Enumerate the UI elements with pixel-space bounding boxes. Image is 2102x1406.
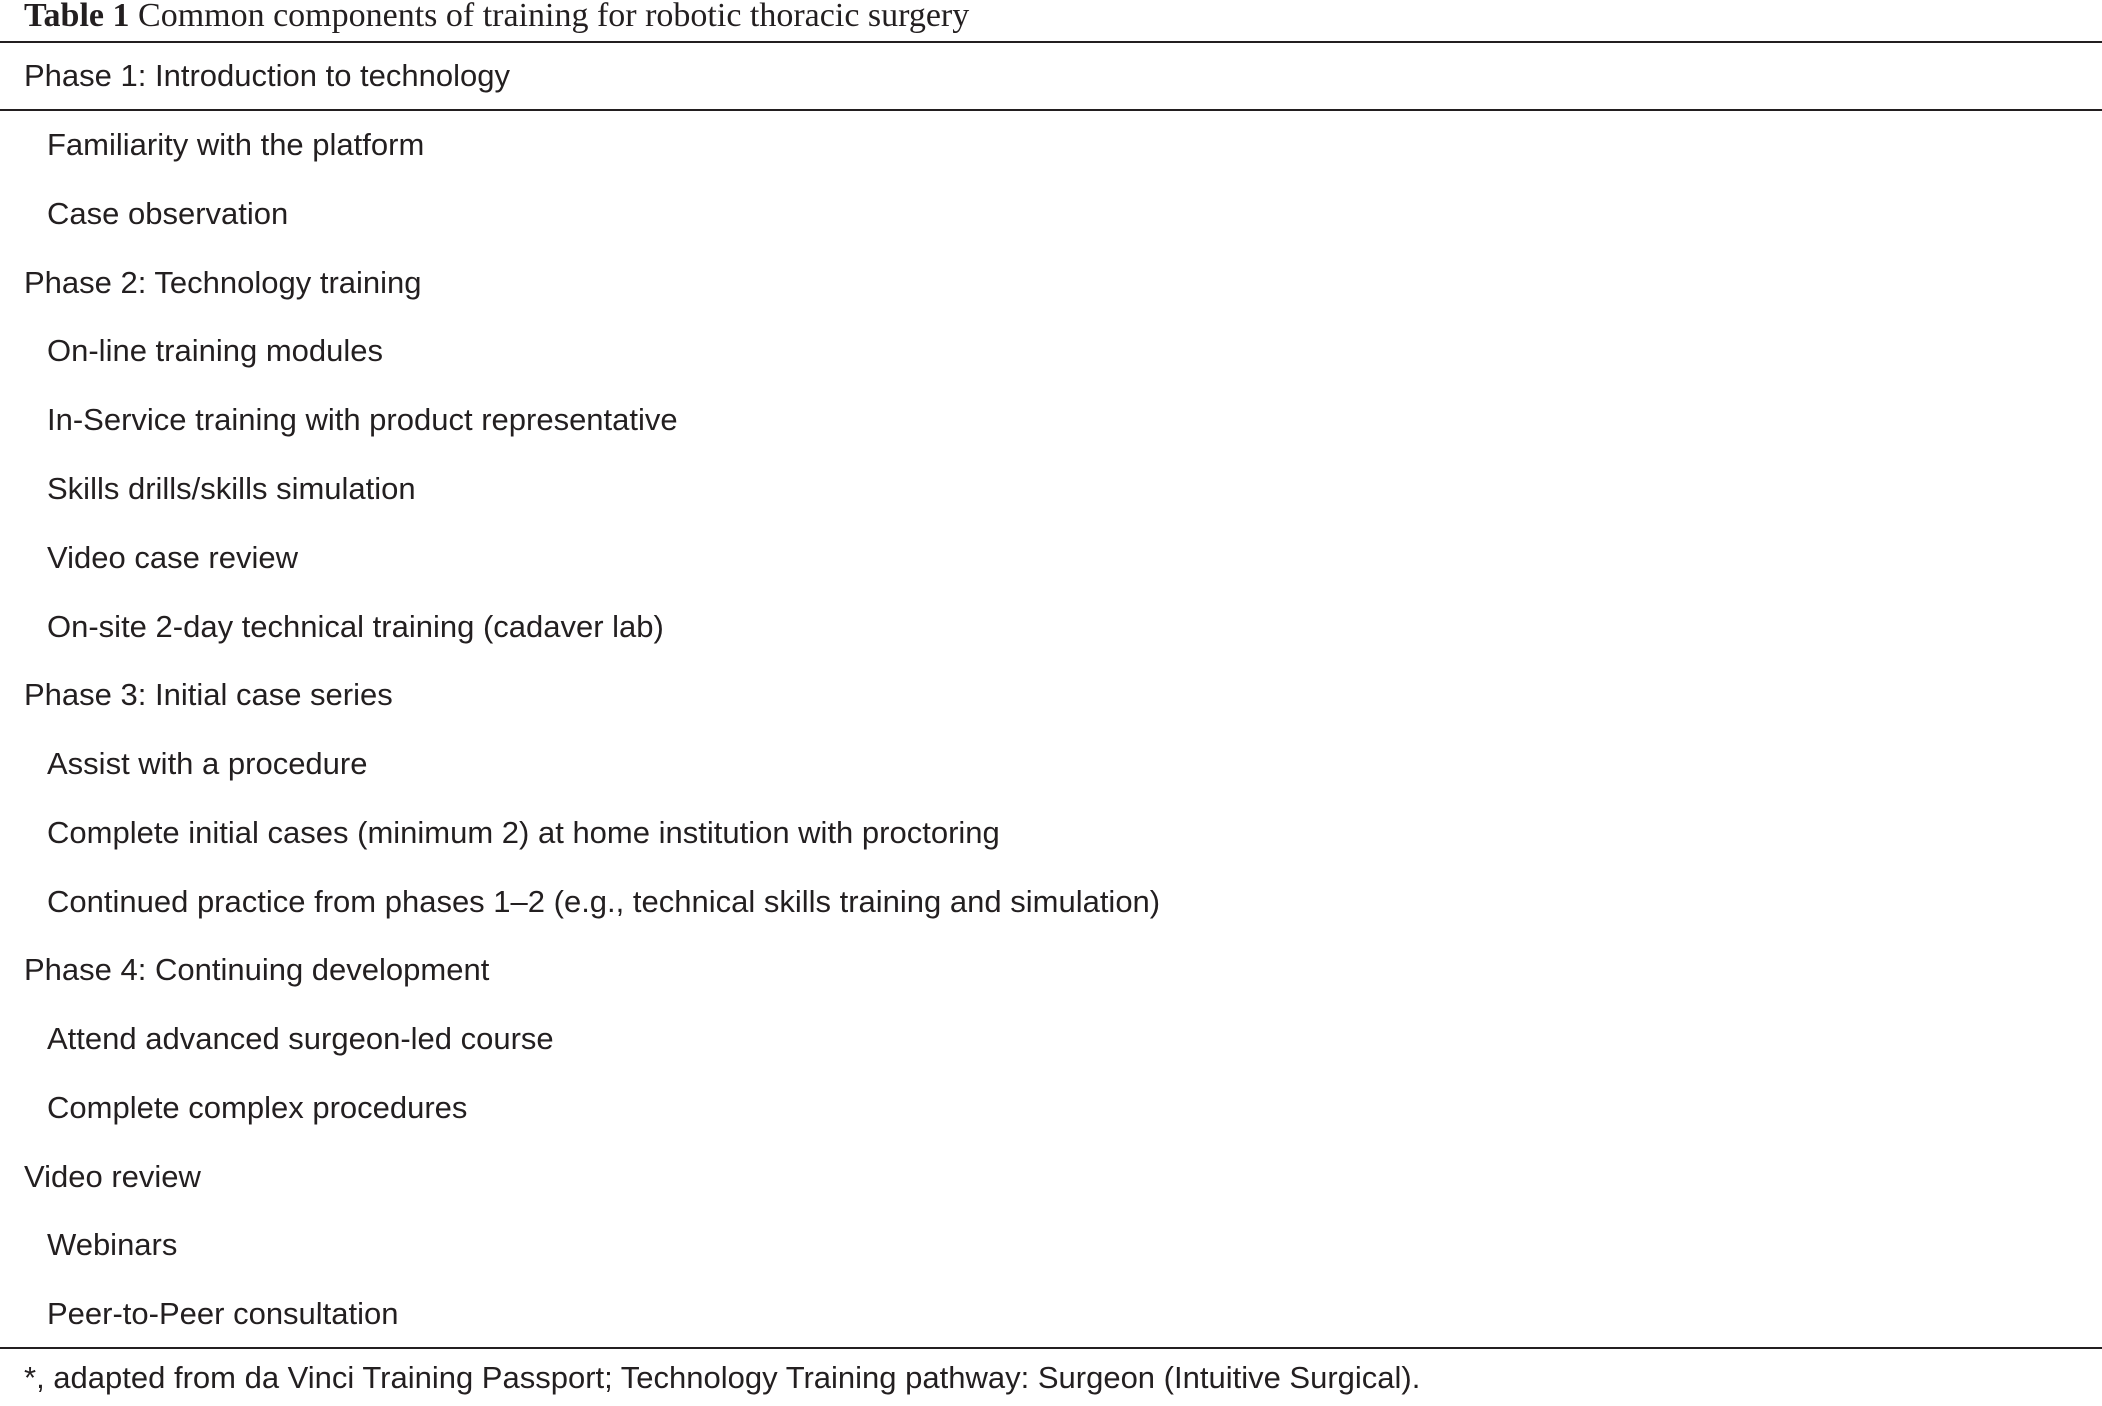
table-header-row: Phase 1: Introduction to technology — [24, 58, 510, 93]
table-section-row: Phase 2: Technology training — [24, 265, 422, 300]
table-row: In-Service training with product representative — [47, 402, 678, 437]
table-section-row: Phase 3: Initial case series — [24, 677, 393, 712]
table-row: Video case review — [47, 540, 299, 575]
table-section-row: Video review — [24, 1159, 201, 1194]
table-row: Assist with a procedure — [47, 746, 368, 781]
table-row: On-site 2-day technical training (cadaver lab) — [47, 609, 664, 644]
table-row: Continued practice from phases 1–2 (e.g., technical skills training and simulation) — [47, 884, 1161, 919]
table-bottom-rule — [0, 1347, 2102, 1349]
table-top-rule — [0, 41, 2102, 43]
table-row: Attend advanced surgeon-led course — [47, 1021, 554, 1056]
table-header-rule — [0, 109, 2102, 111]
table-row: Familiarity with the platform — [47, 127, 425, 162]
table-row: Complete initial cases (minimum 2) at home institution with proctoring — [47, 815, 1000, 850]
table-row: Complete complex procedures — [47, 1090, 468, 1125]
table-row: On-line training modules — [47, 333, 384, 368]
table-row: Skills drills/skills simulation — [47, 471, 416, 506]
table-row: Webinars — [47, 1227, 178, 1262]
table-caption-text: Common components of training for robotic thoracic surgery — [138, 0, 970, 34]
table-footnote: *, adapted from da Vinci Training Passport; Technology Training pathway: Surgeon (Intuitive Surgical). — [24, 1360, 1421, 1395]
table-section-row: Phase 4: Continuing development — [24, 952, 490, 987]
table-caption-label: Table 1 — [24, 0, 130, 34]
table-row: Peer-to-Peer consultation — [47, 1296, 399, 1331]
table-caption — [24, 0, 969, 40]
table-row: Case observation — [47, 196, 289, 231]
